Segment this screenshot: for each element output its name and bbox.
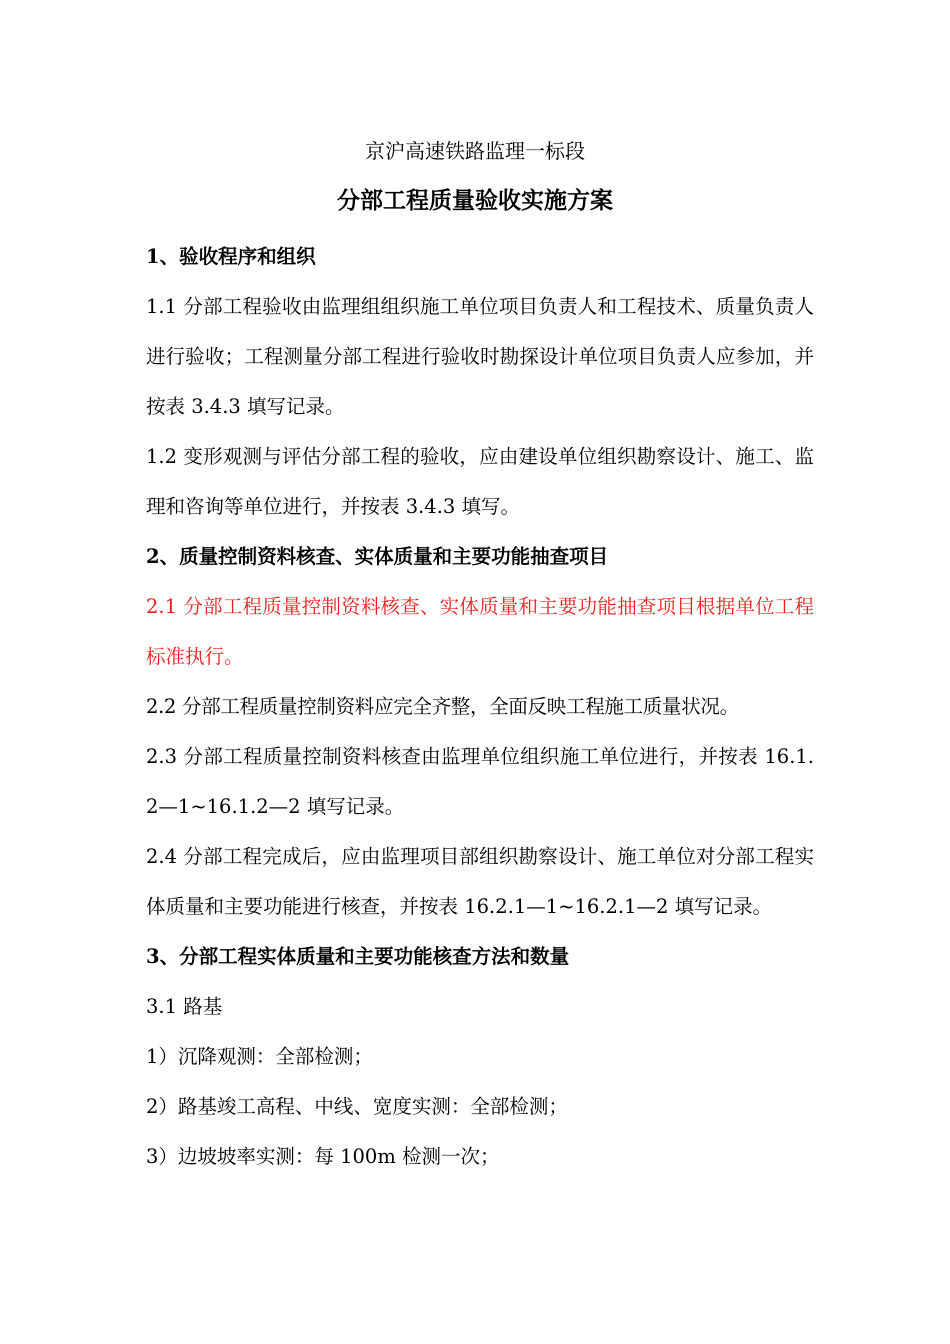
list-item-2: 2）路基竣工高程、中线、宽度实测：全部检测； [146,1095,568,1118]
paragraph-2-1-highlighted: 2.1 分部工程质量控制资料核查、实体质量和主要功能抽查项目根据单位工程标准执行。 [146,595,814,668]
list-item-1: 1）沉降观测：全部检测； [146,1045,373,1068]
paragraph-1-2: 1.2 变形观测与评估分部工程的验收，应由建设单位组织勘察设计、施工、监理和咨询等单位进行，并按表 3.4.3 填写。 [146,445,814,518]
list-item-3: 3）边坡坡率实测：每 100m 检测一次； [146,1145,500,1168]
document-body [146,232,814,1182]
document-subtitle: 京沪高速铁路监理一标段 [365,139,585,163]
paragraph-1-1: 1.1 分部工程验收由监理组组织施工单位项目负责人和工程技术、质量负责人进行验收；工程测量分部工程进行验收时勘探设计单位项目负责人应参加，并按表 3.4.3 填写记录。 [146,295,814,418]
document-title: 分部工程质量验收实施方案 [337,187,613,214]
section-heading-1: 1、验收程序和组织 [146,245,316,268]
section-heading-2: 2、质量控制资料核查、实体质量和主要功能抽查项目 [146,545,609,568]
paragraph-2-4: 2.4 分部工程完成后，应由监理项目部组织勘察设计、施工单位对分部工程实体质量和主要功能进行核查，并按表 16.2.1—1~16.2.1—2 填写记录。 [146,845,814,918]
paragraph-2-3: 2.3 分部工程质量控制资料核查由监理单位组织施工单位进行，并按表 16.1.2—1~16.1.2—2 填写记录。 [146,745,814,818]
paragraph-3-1: 3.1 路基 [146,995,223,1018]
section-heading-3: 3、分部工程实体质量和主要功能核查方法和数量 [146,945,570,968]
paragraph-2-2: 2.2 分部工程质量控制资料应完全齐整，全面反映工程施工质量状况。 [146,695,739,718]
